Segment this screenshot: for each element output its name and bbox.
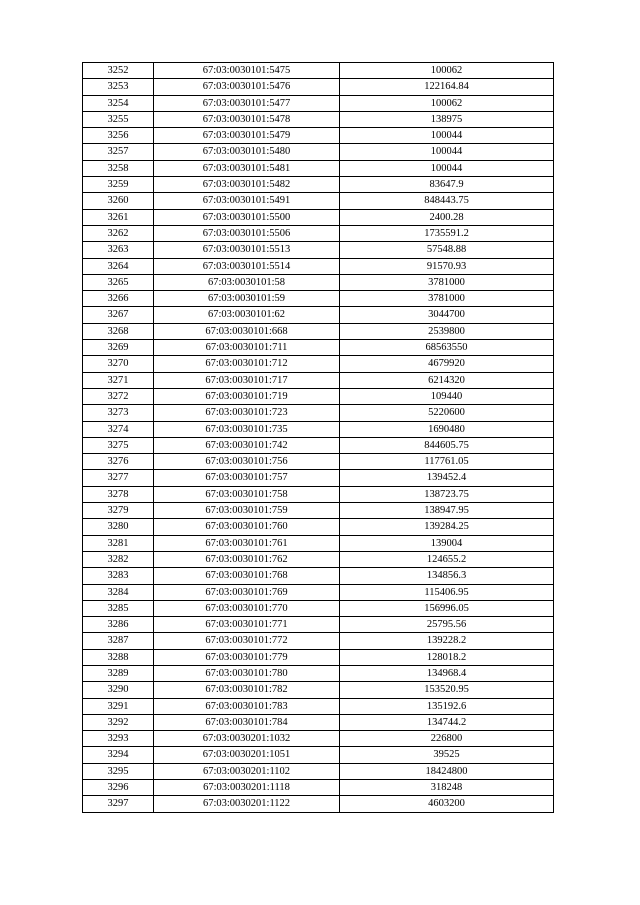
table-row (83, 291, 554, 307)
cadastral-number-cell: 67:03:0030101:5481 (154, 160, 340, 176)
cadastral-number-cell: 67:03:0030101:668 (154, 323, 340, 339)
row-number-cell: 3279 (83, 503, 154, 519)
value-cell: 57548.88 (340, 242, 554, 258)
table-row (83, 258, 554, 274)
value-cell: 135192.6 (340, 698, 554, 714)
cadastral-number-cell: 67:03:0030101:769 (154, 584, 340, 600)
table-row (83, 160, 554, 176)
table-row (83, 633, 554, 649)
row-number-cell: 3278 (83, 486, 154, 502)
cadastral-number-cell: 67:03:0030201:1122 (154, 796, 340, 812)
row-number-cell: 3260 (83, 193, 154, 209)
cadastral-number-cell: 67:03:0030101:779 (154, 649, 340, 665)
cadastral-number-cell: 67:03:0030101:5514 (154, 258, 340, 274)
value-cell: 139452.4 (340, 470, 554, 486)
row-number-cell: 3296 (83, 780, 154, 796)
value-cell: 4679920 (340, 356, 554, 372)
value-cell: 134856.3 (340, 568, 554, 584)
row-number-cell: 3269 (83, 340, 154, 356)
cadastral-number-cell: 67:03:0030101:772 (154, 633, 340, 649)
value-cell: 18424800 (340, 763, 554, 779)
value-cell: 139284.25 (340, 519, 554, 535)
table-row (83, 95, 554, 111)
row-number-cell: 3270 (83, 356, 154, 372)
value-cell: 1735591.2 (340, 225, 554, 241)
row-number-cell: 3290 (83, 682, 154, 698)
value-cell: 5220600 (340, 405, 554, 421)
row-number-cell: 3284 (83, 584, 154, 600)
cadastral-number-cell: 67:03:0030201:1102 (154, 763, 340, 779)
cadastral-number-cell: 67:03:0030201:1051 (154, 747, 340, 763)
row-number-cell: 3271 (83, 372, 154, 388)
row-number-cell: 3291 (83, 698, 154, 714)
table-row (83, 584, 554, 600)
value-cell: 100044 (340, 160, 554, 176)
table-row (83, 682, 554, 698)
row-number-cell: 3273 (83, 405, 154, 421)
row-number-cell: 3289 (83, 665, 154, 681)
table-row (83, 617, 554, 633)
table-row (83, 503, 554, 519)
table-row (83, 209, 554, 225)
cadastral-number-cell: 67:03:0030101:711 (154, 340, 340, 356)
value-cell: 138975 (340, 111, 554, 127)
row-number-cell: 3282 (83, 551, 154, 567)
cadastral-number-cell: 67:03:0030101:5477 (154, 95, 340, 111)
table-row (83, 193, 554, 209)
value-cell: 109440 (340, 388, 554, 404)
row-number-cell: 3253 (83, 79, 154, 95)
cadastral-number-cell: 67:03:0030101:770 (154, 600, 340, 616)
cadastral-number-cell: 67:03:0030101:59 (154, 291, 340, 307)
row-number-cell: 3295 (83, 763, 154, 779)
value-cell: 124655.2 (340, 551, 554, 567)
table-row (83, 242, 554, 258)
table-row (83, 780, 554, 796)
cadastral-number-cell: 67:03:0030101:761 (154, 535, 340, 551)
table-row (83, 714, 554, 730)
cadastral-number-cell: 67:03:0030101:735 (154, 421, 340, 437)
row-number-cell: 3280 (83, 519, 154, 535)
value-cell: 117761.05 (340, 454, 554, 470)
value-cell: 100062 (340, 95, 554, 111)
cadastral-number-cell: 67:03:0030101:783 (154, 698, 340, 714)
cadastral-number-cell: 67:03:0030101:723 (154, 405, 340, 421)
row-number-cell: 3274 (83, 421, 154, 437)
value-cell: 2539800 (340, 323, 554, 339)
value-cell: 153520.95 (340, 682, 554, 698)
table-row (83, 388, 554, 404)
table-row (83, 63, 554, 79)
row-number-cell: 3293 (83, 731, 154, 747)
table-row (83, 421, 554, 437)
cadastral-value-table (82, 62, 554, 813)
cadastral-number-cell: 67:03:0030101:5500 (154, 209, 340, 225)
row-number-cell: 3285 (83, 600, 154, 616)
row-number-cell: 3267 (83, 307, 154, 323)
value-cell: 3044700 (340, 307, 554, 323)
table-row (83, 437, 554, 453)
table-row (83, 665, 554, 681)
row-number-cell: 3288 (83, 649, 154, 665)
table-row (83, 649, 554, 665)
row-number-cell: 3277 (83, 470, 154, 486)
table-row (83, 454, 554, 470)
value-cell: 25795.56 (340, 617, 554, 633)
cadastral-number-cell: 67:03:0030101:5513 (154, 242, 340, 258)
row-number-cell: 3287 (83, 633, 154, 649)
cadastral-number-cell: 67:03:0030101:58 (154, 274, 340, 290)
cadastral-number-cell: 67:03:0030101:757 (154, 470, 340, 486)
cadastral-number-cell: 67:03:0030101:5482 (154, 177, 340, 193)
row-number-cell: 3255 (83, 111, 154, 127)
cadastral-number-cell: 67:03:0030101:712 (154, 356, 340, 372)
value-cell: 318248 (340, 780, 554, 796)
value-cell: 2400.28 (340, 209, 554, 225)
value-cell: 83647.9 (340, 177, 554, 193)
value-cell: 134744.2 (340, 714, 554, 730)
row-number-cell: 3283 (83, 568, 154, 584)
row-number-cell: 3281 (83, 535, 154, 551)
table-row (83, 274, 554, 290)
cadastral-number-cell: 67:03:0030101:5475 (154, 63, 340, 79)
cadastral-number-cell: 67:03:0030201:1118 (154, 780, 340, 796)
value-cell: 68563550 (340, 340, 554, 356)
value-cell: 226800 (340, 731, 554, 747)
table-row (83, 470, 554, 486)
table-row (83, 698, 554, 714)
cadastral-number-cell: 67:03:0030101:782 (154, 682, 340, 698)
row-number-cell: 3254 (83, 95, 154, 111)
value-cell: 156996.05 (340, 600, 554, 616)
table-row (83, 796, 554, 812)
row-number-cell: 3258 (83, 160, 154, 176)
cadastral-number-cell: 67:03:0030101:5506 (154, 225, 340, 241)
cadastral-number-cell: 67:03:0030101:784 (154, 714, 340, 730)
cadastral-number-cell: 67:03:0030101:5480 (154, 144, 340, 160)
value-cell: 139228.2 (340, 633, 554, 649)
value-cell: 100044 (340, 144, 554, 160)
value-cell: 122164.84 (340, 79, 554, 95)
value-cell: 100062 (340, 63, 554, 79)
value-cell: 39525 (340, 747, 554, 763)
table-row (83, 763, 554, 779)
cadastral-number-cell: 67:03:0030101:771 (154, 617, 340, 633)
row-number-cell: 3265 (83, 274, 154, 290)
table-row (83, 600, 554, 616)
value-cell: 4603200 (340, 796, 554, 812)
row-number-cell: 3256 (83, 128, 154, 144)
table-row (83, 79, 554, 95)
cadastral-number-cell: 67:03:0030101:742 (154, 437, 340, 453)
row-number-cell: 3257 (83, 144, 154, 160)
value-cell: 139004 (340, 535, 554, 551)
cadastral-number-cell: 67:03:0030101:5479 (154, 128, 340, 144)
value-cell: 3781000 (340, 274, 554, 290)
table-body (83, 63, 554, 813)
cadastral-number-cell: 67:03:0030101:780 (154, 665, 340, 681)
cadastral-number-cell: 67:03:0030201:1032 (154, 731, 340, 747)
table-row (83, 747, 554, 763)
value-cell: 100044 (340, 128, 554, 144)
cadastral-number-cell: 67:03:0030101:756 (154, 454, 340, 470)
table-row (83, 307, 554, 323)
row-number-cell: 3252 (83, 63, 154, 79)
row-number-cell: 3286 (83, 617, 154, 633)
row-number-cell: 3294 (83, 747, 154, 763)
row-number-cell: 3275 (83, 437, 154, 453)
table-row (83, 340, 554, 356)
row-number-cell: 3276 (83, 454, 154, 470)
row-number-cell: 3266 (83, 291, 154, 307)
table-row (83, 535, 554, 551)
table-row (83, 486, 554, 502)
cadastral-number-cell: 67:03:0030101:5478 (154, 111, 340, 127)
cadastral-number-cell: 67:03:0030101:717 (154, 372, 340, 388)
row-number-cell: 3263 (83, 242, 154, 258)
value-cell: 138947.95 (340, 503, 554, 519)
cadastral-number-cell: 67:03:0030101:760 (154, 519, 340, 535)
table-row (83, 111, 554, 127)
cadastral-number-cell: 67:03:0030101:5491 (154, 193, 340, 209)
table-row (83, 128, 554, 144)
value-cell: 91570.93 (340, 258, 554, 274)
table-row (83, 405, 554, 421)
table-row (83, 519, 554, 535)
cadastral-number-cell: 67:03:0030101:719 (154, 388, 340, 404)
value-cell: 844605.75 (340, 437, 554, 453)
cadastral-number-cell: 67:03:0030101:762 (154, 551, 340, 567)
value-cell: 134968.4 (340, 665, 554, 681)
row-number-cell: 3297 (83, 796, 154, 812)
value-cell: 1690480 (340, 421, 554, 437)
table-row (83, 323, 554, 339)
cadastral-number-cell: 67:03:0030101:62 (154, 307, 340, 323)
value-cell: 6214320 (340, 372, 554, 388)
row-number-cell: 3272 (83, 388, 154, 404)
cadastral-number-cell: 67:03:0030101:758 (154, 486, 340, 502)
row-number-cell: 3292 (83, 714, 154, 730)
row-number-cell: 3268 (83, 323, 154, 339)
value-cell: 115406.95 (340, 584, 554, 600)
cadastral-number-cell: 67:03:0030101:5476 (154, 79, 340, 95)
row-number-cell: 3259 (83, 177, 154, 193)
table-row (83, 731, 554, 747)
table-row (83, 372, 554, 388)
cadastral-number-cell: 67:03:0030101:759 (154, 503, 340, 519)
table-row (83, 177, 554, 193)
value-cell: 3781000 (340, 291, 554, 307)
table-row (83, 356, 554, 372)
row-number-cell: 3261 (83, 209, 154, 225)
row-number-cell: 3262 (83, 225, 154, 241)
value-cell: 848443.75 (340, 193, 554, 209)
cadastral-number-cell: 67:03:0030101:768 (154, 568, 340, 584)
table-row (83, 568, 554, 584)
row-number-cell: 3264 (83, 258, 154, 274)
value-cell: 138723.75 (340, 486, 554, 502)
table-row (83, 144, 554, 160)
table-row (83, 225, 554, 241)
value-cell: 128018.2 (340, 649, 554, 665)
table-row (83, 551, 554, 567)
